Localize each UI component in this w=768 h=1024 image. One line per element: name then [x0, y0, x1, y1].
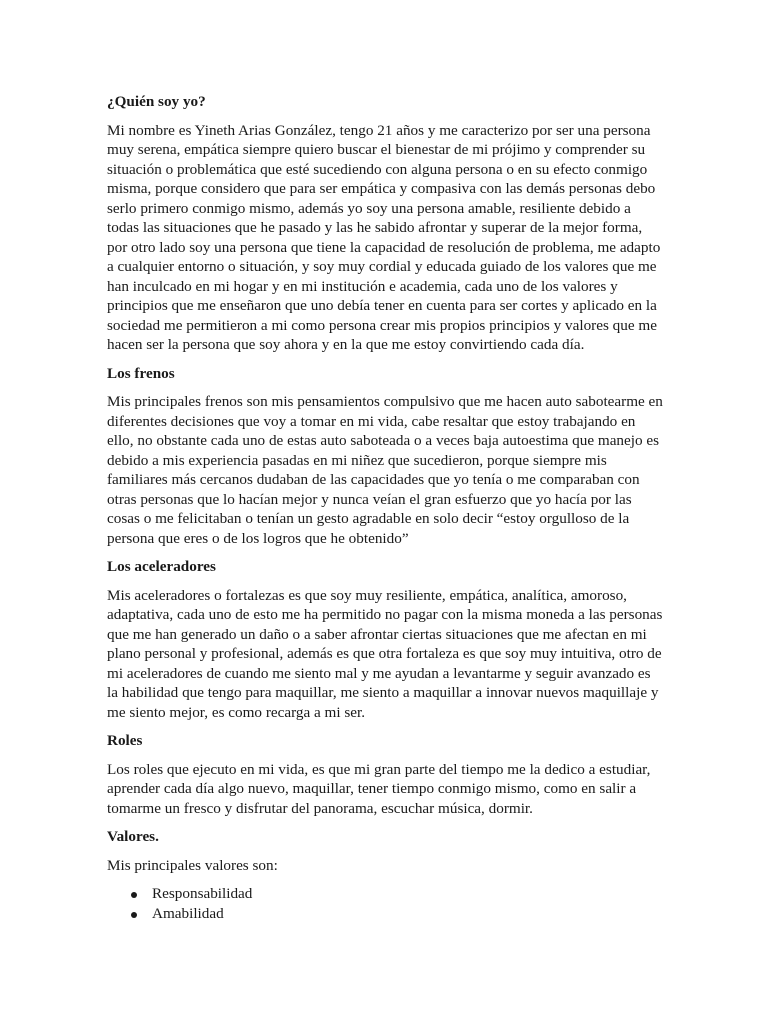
section-heading: Valores.	[107, 828, 159, 845]
section-paragraph: Mis principales valores son:	[107, 856, 278, 874]
section-paragraph: Mis aceleradores o fortalezas es que soy muy resiliente, empática, analítica, amoroso, adaptativa, cada uno de esto me ha permitido no pagar con la misma moneda a las personas que me han generado un daño o a saber afrontar ciertas situaciones que me afectan en mi plano personal y profesional, además es que otra fortaleza es que soy muy intuitiva, otro de mi aceleradores de cuando me siento mal y me ayudan a levantarme y seguir avanzado es la habilidad que tengo para maquillar, me siento a maquillar a innovar nuevos maquillaje y me siento mejor, es como recarga a mi ser.	[107, 586, 663, 721]
section-roles	[107, 731, 663, 818]
section-paragraph: Los roles que ejecuto en mi vida, es que mi gran parte del tiempo me la dedico a estudiar, aprender cada día algo nuevo, maquillar, tener tiempo conmigo mismo, como en salir a tomarme un fresco y disfrutar del panorama, escuchar música, dormir.	[107, 760, 651, 817]
list-item	[107, 884, 663, 904]
bullet-icon	[131, 892, 137, 898]
section-los-frenos	[107, 364, 663, 549]
bullet-icon	[131, 912, 137, 918]
section-heading: ¿Quién soy yo?	[107, 93, 206, 110]
values-list	[107, 884, 663, 924]
section-heading: Los aceleradores	[107, 558, 216, 575]
section-heading: Los frenos	[107, 364, 175, 382]
list-item-label: Amabilidad	[152, 905, 224, 922]
document-page	[107, 92, 663, 924]
section-paragraph: Mi nombre es Yineth Arias González, tengo 21 años y me caracterizo por ser una persona muy serena, empática siempre quiero buscar el bienestar de mi prójimo y comprender su situación o problemática que esté sucediendo con alguna persona o en su efecto conmigo misma, porque considero que para ser empática y compasiva con las demás personas debo serlo primero conmigo mismo, además yo soy una persona amable, resiliente debido a todas las situaciones que he pasado y las he sabido afrontar y superar de la mejor forma, por otro lado soy una persona que tiene la capacidad de resolución de problema, me adapto a cualquier entorno o situación, y soy muy cordial y educada guiado de los valores que me han inculcado en mi hogar y en mi institución e academia, cada uno de los valores y principios que me enseñaron que uno debía tener en cuenta para ser cortes y aplicado en la sociedad me permitieron a mi como persona crear mis propios principios y valores que me hacen ser la persona que soy ahora y en la que me estoy convirtiendo cada día.	[107, 121, 661, 353]
section-quien-soy-yo	[107, 92, 663, 355]
section-valores	[107, 827, 663, 924]
list-item	[107, 904, 663, 924]
section-los-aceleradores	[107, 557, 663, 722]
section-heading: Roles	[107, 732, 143, 749]
list-item-label: Responsabilidad	[152, 885, 253, 902]
section-paragraph: Mis principales frenos son mis pensamientos compulsivo que me hacen auto sabotearme en diferentes decisiones que voy a tomar en mi vida, cabe resaltar que estoy trabajando en ello, no obstante cada uno de estas auto saboteada o a veces baja autoestima que manejo es debido a mis experiencia pasadas en mi niñez que sucedieron, porque siempre mis familiares más cercanos dudaban de las capacidades que yo tenía o me comparaban con otras personas que lo hacían mejor y nunca veían el gran esfuerzo que yo hacía por las cosas o me felicitaban o tenían un gesto agradable en solo decir “estoy orgulloso de la persona que eres o de los logros que he obtenido”	[107, 393, 663, 547]
